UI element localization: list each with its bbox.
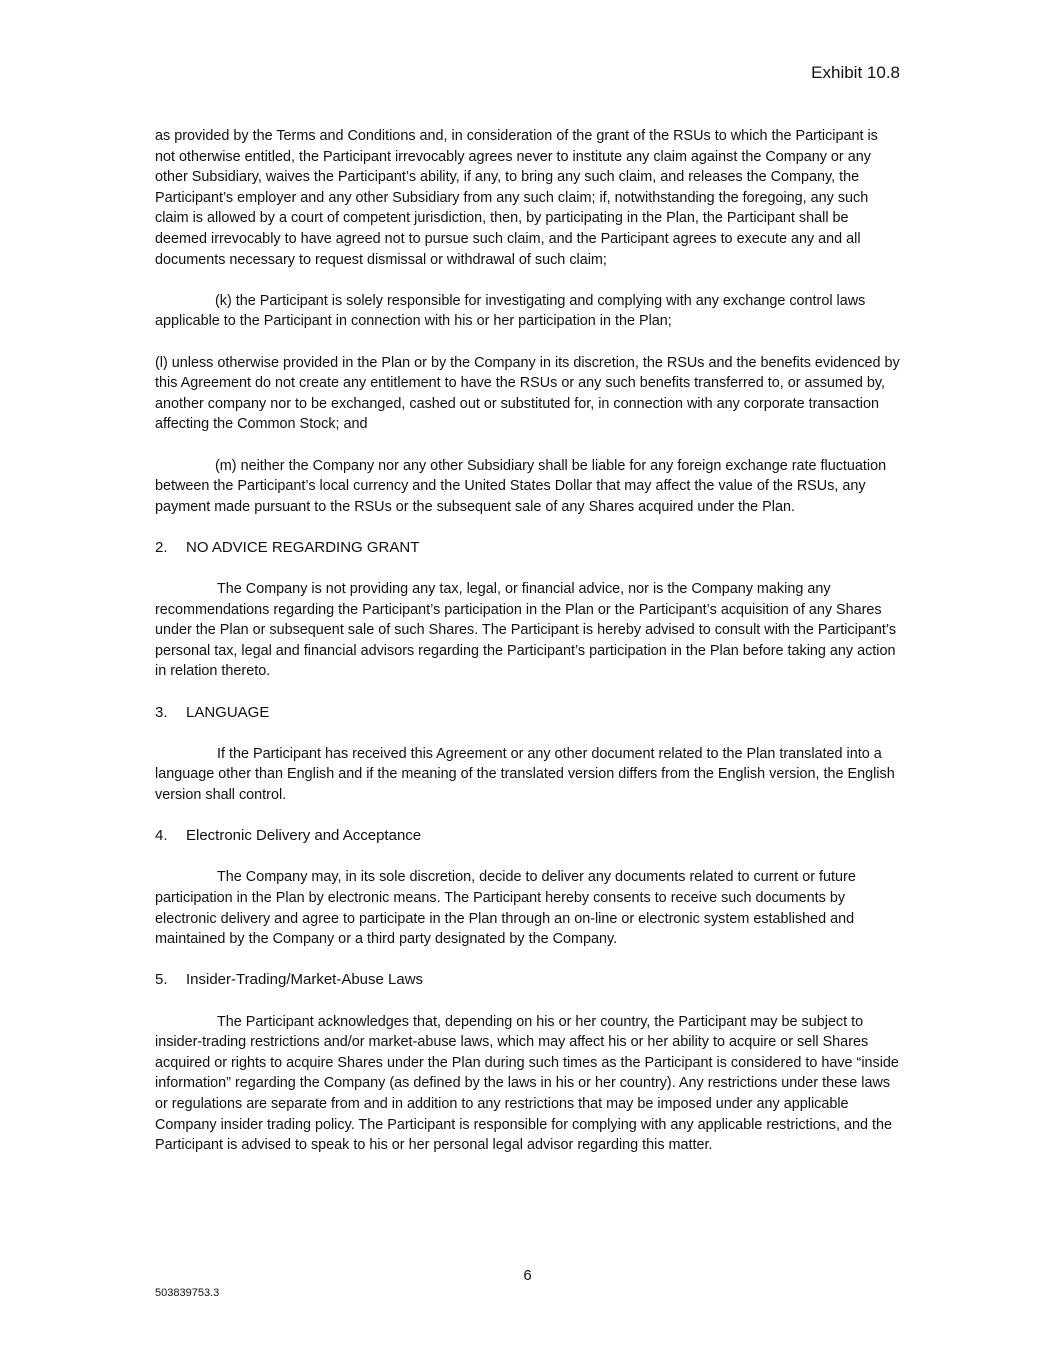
section-title: Insider-Trading/Market-Abuse Laws (186, 971, 424, 989)
section-body-3: If the Participant has received this Agreement or any other document related to the Plan translated into a language other than English and if the meaning of the translated version differs from the English version, the English version shall control. (155, 745, 895, 803)
document-body (155, 126, 900, 1176)
section-number: 2. (155, 538, 168, 556)
exhibit-label: Exhibit 10.8 (811, 63, 900, 82)
section-title: Electronic Delivery and Acceptance (186, 827, 422, 845)
document-id: 503839753.3 (155, 1287, 220, 1299)
section-heading-5 (155, 970, 900, 991)
section-heading-2 (155, 538, 900, 559)
paragraph-k: (k) the Participant is solely responsible for investigating and complying with any exchange control laws applicable to the Participant in connection with his or her participation in the Plan; (155, 292, 866, 330)
section-body-4: The Company may, in its sole discretion, decide to deliver any documents related to current or future participation in the Plan by electronic means. The Participant hereby consents to receive such documents by electronic delivery and agree to participate in the Plan through an on-line or electronic system established and maintained by the Company or a third party designated by the Company. (155, 869, 856, 948)
paragraph-l: (l) unless otherwise provided in the Plan or by the Company in its discretion, the RSUs and the benefits evidenced by this Agreement do not create any entitlement to have the RSUs or any such benefits transferred to, or assumed by, another company nor to be exchanged, cashed out or substituted for, in connection with any corporate transaction affecting the Common Stock; and (155, 354, 900, 433)
section-title: LANGUAGE (186, 703, 270, 721)
section-body-2: The Company is not providing any tax, legal, or financial advice, nor is the Company making any recommendations regarding the Participant’s participation in the Plan or the Participant’s acquisition of any Shares under the Plan or subsequent sale of such Shares. The Participant is hereby advised to consult with the Participant’s personal tax, legal and financial advisors regarding the Participant’s participation in the Plan before taking any action in relation thereto. (155, 581, 897, 680)
section-number: 3. (155, 703, 168, 721)
page-number: 6 (523, 1267, 532, 1284)
section-body-5: The Participant acknowledges that, depending on his or her country, the Participant may be subject to insider-trading restrictions and/or market-abuse laws, which may affect his or her ability to acquire or sell Shares acquired or rights to acquire Shares under the Plan during such times as the Participant is considered to have “inside information” regarding the Company (as defined by the laws in his or her country). Any restrictions under these laws or regulations are separate from and in addition to any restrictions that may be imposed under any applicable Company insider trading policy. The Participant is responsible for complying with any applicable restrictions, and the Participant is advised to speak to his or her personal legal advisor regarding this matter. (155, 1013, 899, 1154)
section-heading-3 (155, 703, 900, 724)
paragraph-continuation: as provided by the Terms and Conditions and, in consideration of the grant of the RSUs to which the Participant is not otherwise entitled, the Participant irrevocably agrees never to institute any claim against the Company or any other Subsidiary, waives the Participant’s ability, if any, to bring any such claim, and releases the Company, the Participant’s employer and any other Subsidiary from any such claim; if, notwithstanding the foregoing, any such claim is allowed by a court of competent jurisdiction, then, by participating in the Plan, the Participant shall be deemed irrevocably to have agreed not to pursue such claim, and the Participant agrees to execute any and all documents necessary to request dismissal or withdrawal of such claim; (155, 128, 878, 268)
section-number: 4. (155, 827, 168, 845)
section-number: 5. (155, 971, 168, 989)
paragraph-m: (m) neither the Company nor any other Subsidiary shall be liable for any foreign exchange rate fluctuation between the Participant’s local currency and the United States Dollar that may affect the value of the RSUs, any payment made pursuant to the RSUs or the subsequent sale of any Shares acquired under the Plan. (155, 457, 887, 515)
section-heading-4 (155, 826, 900, 847)
section-title: NO ADVICE REGARDING GRANT (186, 538, 420, 556)
